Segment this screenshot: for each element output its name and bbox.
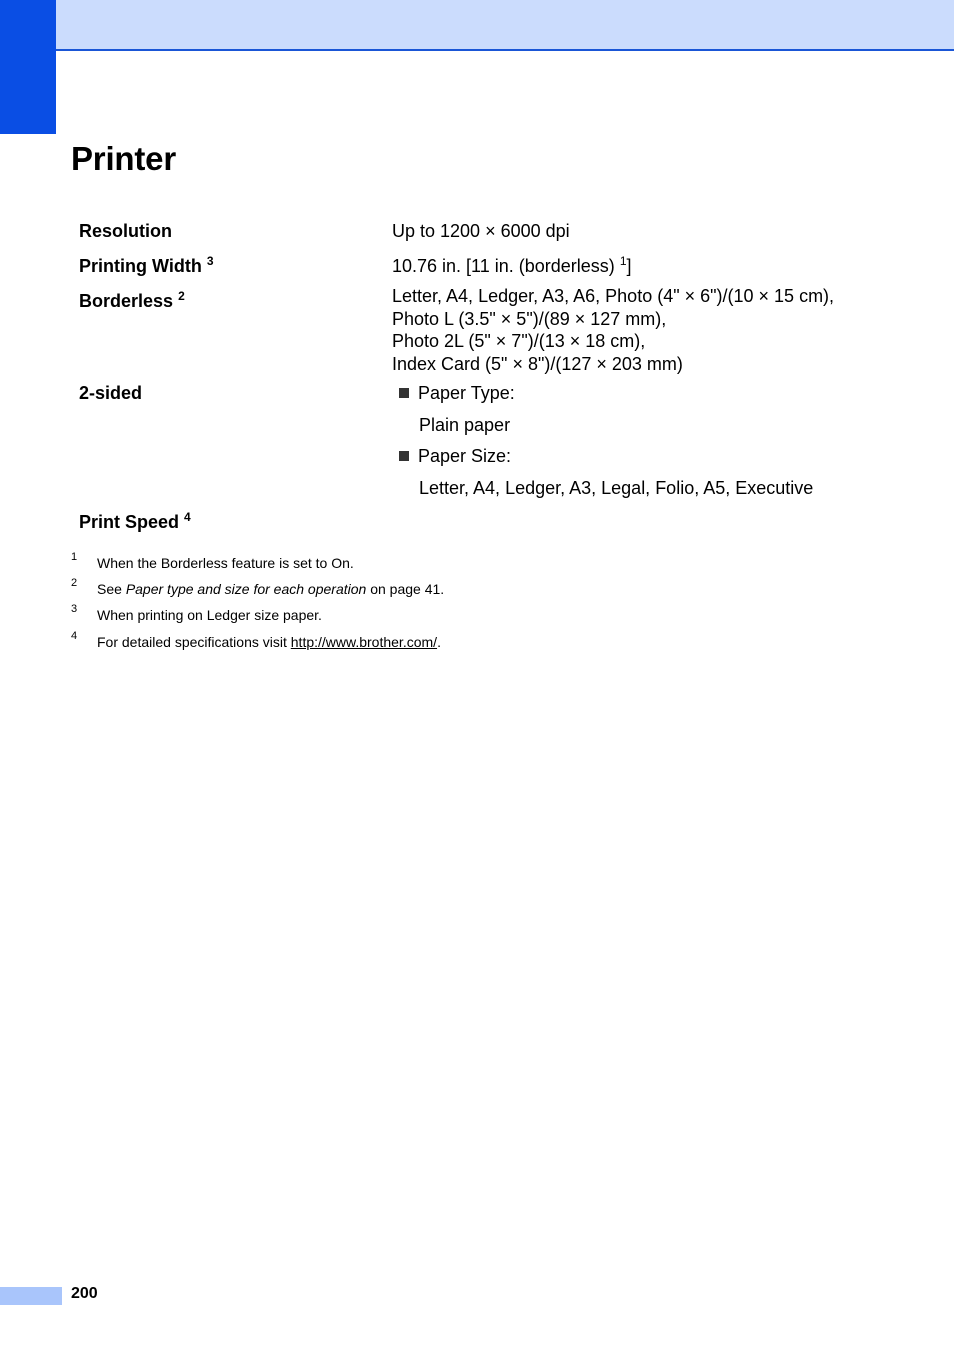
chapter-tab	[0, 0, 56, 134]
borderless-size-line: Index Card (5" × 8")/(127 × 203 mm)	[392, 353, 683, 374]
footnote-text: When the Borderless feature is set to On.	[97, 555, 354, 571]
list-item: Paper Type:	[399, 382, 515, 404]
square-bullet-icon	[399, 451, 409, 461]
spec-label-print-speed: Print Speed $^4$	[79, 510, 191, 532]
spec-value-borderless	[392, 285, 834, 375]
spec-label-borderless: Borderless $^2$	[79, 289, 185, 311]
page-number: 200	[71, 1285, 98, 1302]
spec-label-two-sided: 2-sided	[79, 383, 143, 403]
footnote-ref: 4	[184, 510, 191, 524]
footnote-number: 3	[71, 603, 78, 615]
footnote-number: 4	[71, 630, 78, 642]
footnote-text: See Paper type and size for each operation on page 41.	[97, 581, 445, 597]
cross-reference: Paper type and size for each operation	[125, 581, 367, 597]
borderless-size-line: Photo L (3.5" × 5")/(89 × 127 mm),	[392, 308, 667, 329]
square-bullet-icon	[399, 388, 409, 398]
footnote-number: 2	[71, 577, 78, 589]
list-item-detail: Plain paper	[419, 415, 511, 435]
footnote-text: When printing on Ledger size paper.	[97, 607, 322, 623]
spec-label-resolution: Resolution	[79, 221, 172, 241]
spec-value-printing-width: 10.76 in. [11 in. (borderless) $^1$]	[392, 254, 632, 276]
brother-website-link[interactable]: http://www.brother.com/	[290, 634, 438, 650]
borderless-size-line: Letter, A4, Ledger, A3, A6, Photo (4" × 6")/(10 × 15 cm),	[392, 286, 835, 306]
footer-tab	[0, 1287, 62, 1305]
spec-label-printing-width: Printing Width $^3$	[79, 254, 214, 276]
page-title: Printer	[71, 140, 176, 177]
borderless-size-line: Photo 2L (5" × 7")/(13 × 18 cm),	[392, 331, 646, 351]
header-band	[0, 0, 954, 51]
footnote-ref: 2	[178, 289, 185, 303]
footnote-number: 1	[71, 551, 78, 563]
footnote-ref: 3	[206, 254, 214, 268]
footnote-ref: 1	[619, 254, 627, 268]
list-item-detail: Letter, A4, Ledger, A3, Legal, Folio, A5, Executive	[419, 478, 814, 498]
spec-value-resolution: Up to 1200 × 6000 dpi	[392, 221, 570, 241]
footnote-text: For detailed specifications visit http://www.brother.com/.	[97, 634, 441, 650]
list-item: Paper Size:	[399, 445, 511, 467]
